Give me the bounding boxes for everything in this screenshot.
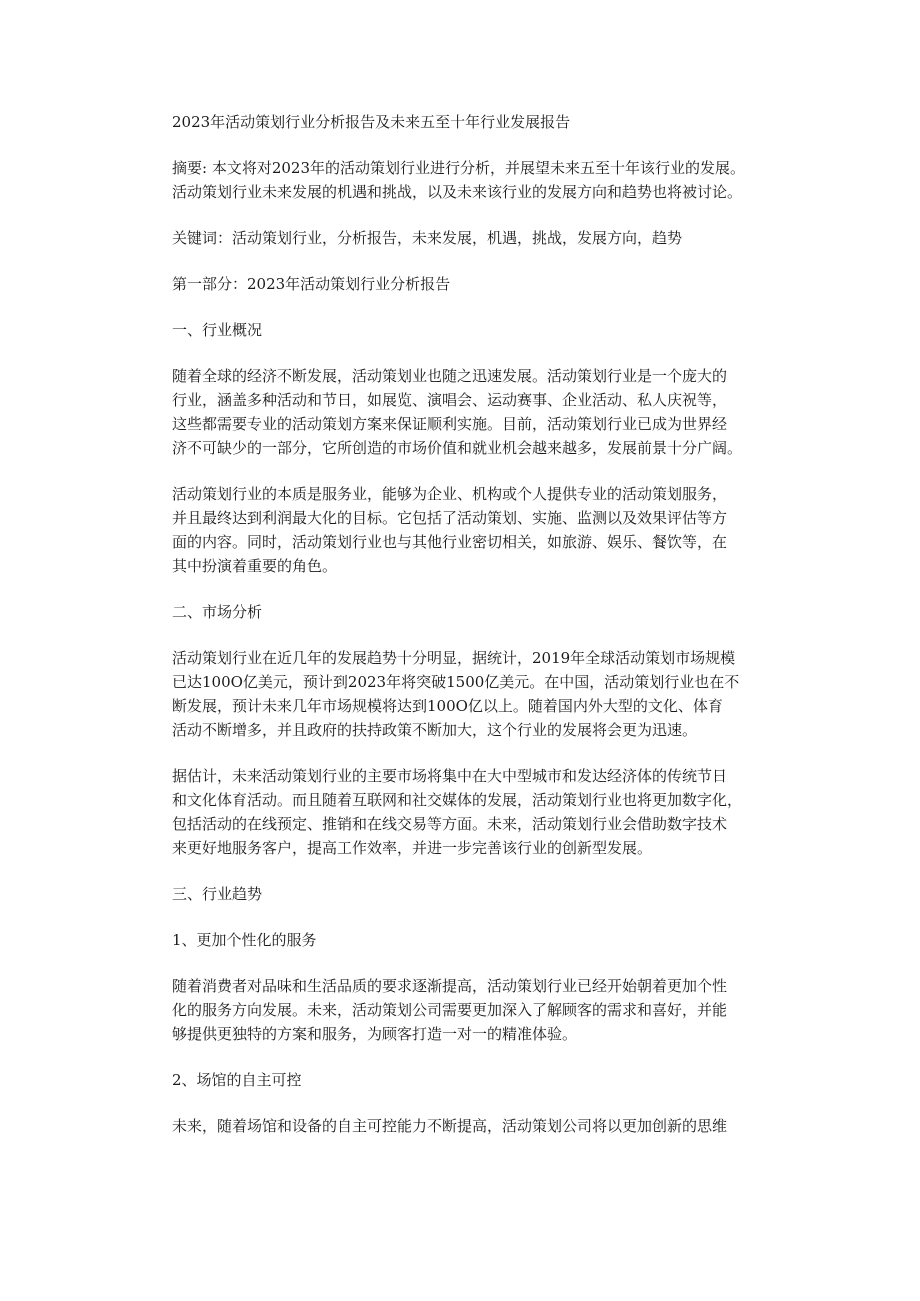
- paragraph-line: 已达100O亿美元，预计到2023年将突破1500亿美元。在中国，活动策划行业也在不: [172, 673, 740, 691]
- paragraph-line: 这些都需要专业的活动策划方案来保证顺利实施。目前，活动策划行业已成为世界经: [172, 415, 728, 433]
- document-page: [172, 110, 772, 1160]
- paragraph-line: 包括活动的在线预定、推销和在线交易等方面。未来，活动策划行业会借助数字技术: [172, 815, 728, 833]
- section1-heading: 一、行业概况: [172, 321, 263, 339]
- section3-heading: 三、行业趋势: [172, 885, 263, 903]
- trend1-paragraph: [172, 974, 772, 1046]
- paragraph-line: 其中扮演着重要的角色。: [172, 557, 338, 575]
- paragraph-line: 活动策划行业在近几年的发展趋势十分明显，据统计，2019年全球活动策划市场规模: [172, 649, 736, 667]
- trend2-heading: 2、场馆的自主可控: [172, 1071, 302, 1089]
- section1-paragraph-2: [172, 482, 772, 578]
- document-title: 2023年活动策划行业分析报告及未来五至十年行业发展报告: [172, 113, 571, 131]
- paragraph-line: 活动不断增多，并且政府的扶持政策不断加大，这个行业的发展将会更为迅速。: [172, 721, 698, 739]
- paragraph-line: 够提供更独特的方案和服务，为顾客打造一对一的精准体验。: [172, 1025, 578, 1043]
- section2-heading: 二、市场分析: [172, 603, 263, 621]
- paragraph-line: 并且最终达到利润最大化的目标。它包括了活动策划、实施、监测以及效果评估等方: [172, 509, 728, 527]
- paragraph-line: 和文化体育活动。而且随着互联网和社交媒体的发展，活动策划行业也将更加数字化，: [172, 791, 743, 809]
- abstract-line: 活动策划行业未来发展的机遇和挑战，以及未来该行业的发展方向和趋势也将被讨论。: [172, 183, 743, 201]
- paragraph-line: 化的服务方向发展。未来，活动策划公司需要更加深入了解顾客的需求和喜好，并能: [172, 1001, 728, 1019]
- section1-paragraph-1: [172, 364, 772, 460]
- keywords: 关键词：活动策划行业，分析报告，未来发展，机遇，挑战，发展方向，趋势: [172, 229, 683, 247]
- paragraph-line: 随着全球的经济不断发展，活动策划业也随之迅速发展。活动策划行业是一个庞大的: [172, 367, 728, 385]
- paragraph-line: 断发展，预计未来几年市场规模将达到100O亿以上。随着国内外大型的文化、体育: [172, 697, 723, 715]
- paragraph-line: 未来，随着场馆和设备的自主可控能力不断提高，活动策划公司将以更加创新的思维: [172, 1117, 728, 1135]
- trend1-heading: 1、更加个性化的服务: [172, 931, 317, 949]
- paragraph-line: 面的内容。同时，活动策划行业也与其他行业密切相关，如旅游、娱乐、餐饮等，在: [172, 533, 728, 551]
- abstract-paragraph: [172, 156, 772, 204]
- paragraph-line: 随着消费者对品味和生活品质的要求逐渐提高，活动策划行业已经开始朝着更加个性: [172, 977, 728, 995]
- paragraph-line: 据估计，未来活动策划行业的主要市场将集中在大中型城市和发达经济体的传统节日: [172, 767, 728, 785]
- section2-paragraph-1: [172, 646, 772, 742]
- paragraph-line: 活动策划行业的本质是服务业，能够为企业、机构或个人提供专业的活动策划服务，: [172, 485, 728, 503]
- part1-heading: 第一部分：2023年活动策划行业分析报告: [172, 275, 451, 293]
- paragraph-line: 来更好地服务客户，提高工作效率，并进一步完善该行业的创新型发展。: [172, 839, 653, 857]
- paragraph-line: 行业，涵盖多种活动和节日，如展览、演唱会、运动赛事、企业活动、私人庆祝等，: [172, 391, 728, 409]
- abstract-line: 摘要: 本文将对2023年的活动策划行业进行分析，并展望未来五至十年该行业的发展。: [172, 159, 745, 177]
- paragraph-line: 济不可缺少的一部分，它所创造的市场价值和就业机会越来越多，发展前景十分广阔。: [172, 439, 743, 457]
- trend2-paragraph: [172, 1114, 772, 1138]
- section2-paragraph-2: [172, 764, 772, 860]
